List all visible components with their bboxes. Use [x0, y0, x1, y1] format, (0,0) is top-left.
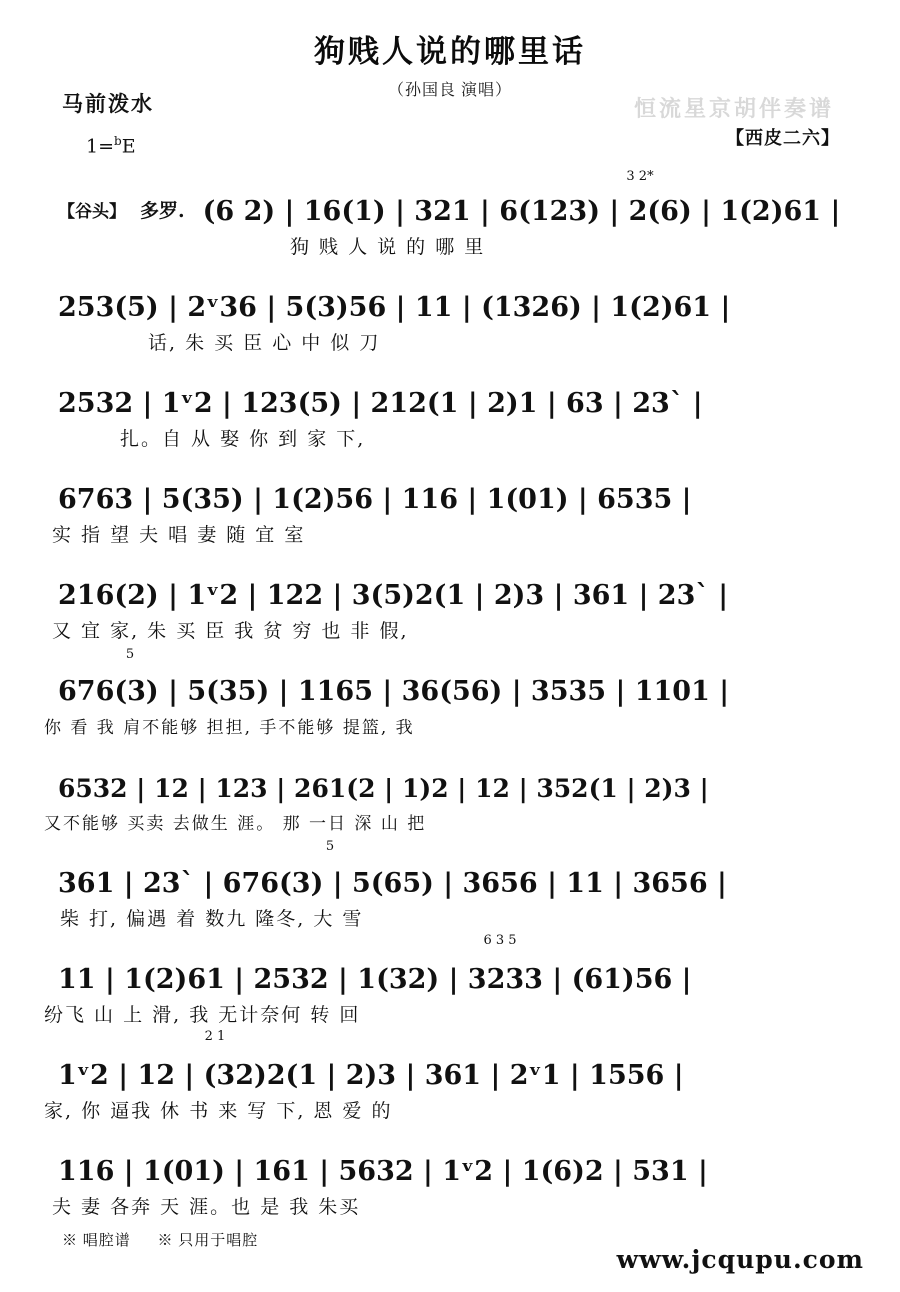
notation-text: 676(3) | 5(35) | 1165 | 36(56) | 3535 | 1101 | [58, 675, 730, 707]
lyric-text: 扎。自 从 娶 你 到 家 下, [120, 427, 366, 450]
music-body [0, 169, 900, 1230]
notation-line [0, 270, 900, 322]
intro-label: 【谷头】 [58, 202, 126, 223]
lyric-line [0, 900, 900, 934]
lyric-text: 又不能够 买卖 去做生 涯。 那 一日 深 山 把 [44, 813, 427, 834]
system-row [0, 647, 900, 750]
lyric-line [0, 708, 900, 742]
system-row [0, 366, 900, 462]
lyric-text: 家, 你 逼我 休 书 来 写 下, 恩 爱 的 [44, 1099, 393, 1122]
sheet-music-page [0, 26, 900, 1292]
ornament-marks: 5 [125, 647, 135, 662]
lyric-line [0, 612, 900, 646]
system-row [0, 1029, 900, 1134]
performer-credit: （孙国良 演唱） [387, 82, 512, 99]
notation-line [0, 462, 900, 514]
notation-text: 216(2) | 1ᵛ2 | 122 | 3(5)2(1 | 2)3 | 361 | 23` | [58, 579, 729, 611]
system-row [0, 169, 900, 270]
key-signature-flat: b [114, 134, 122, 148]
ornament-marks: 5 [325, 839, 335, 854]
notation-text: 253(5) | 2ᵛ36 | 5(3)56 | 11 | (1326) | 1(2)61 | [58, 291, 731, 323]
notation-line [0, 839, 900, 899]
notation-text: (6 2) | 16(1) | 321 | 6(123) | 2(6) | 1(2)61 | [202, 195, 841, 227]
banshi-label: 【西皮二六】 [726, 128, 840, 148]
watermark-top: 恒流星京胡伴奏谱 [633, 96, 834, 121]
page-title: 狗贱人说的哪里话 [314, 34, 586, 70]
lyric-text: 实 指 望 夫 唱 妻 随 宜 室 [52, 523, 306, 546]
notation-line [0, 647, 900, 707]
lyric-line [0, 420, 900, 454]
notation-text: 6763 | 5(35) | 1(2)56 | 116 | 1(01) | 6535 | [58, 483, 692, 515]
lyric-line [0, 804, 900, 838]
lyric-line [0, 228, 900, 262]
key-signature-prefix: 1= [86, 135, 115, 158]
key-signature [86, 134, 136, 157]
lyric-text: 夫 妻 各奔 天 涯。也 是 我 朱买 [52, 1195, 361, 1218]
system-row [0, 750, 900, 846]
notation-line [0, 933, 900, 995]
system-row [0, 933, 900, 1038]
ornament-marks: 3 2* [626, 169, 654, 184]
lyric-text: 柴 打, 偏遇 着 数九 隆冬, 大 雪 [60, 907, 364, 930]
lyric-text: 狗 贱 人 说 的 哪 里 [290, 235, 486, 258]
ornament-marks: 6 3 5 [483, 933, 517, 948]
lyric-text: 纷飞 山 上 滑, 我 无计奈何 转 回 [44, 1003, 361, 1026]
footnotes [62, 1229, 280, 1250]
notation-line [0, 1029, 900, 1091]
lyric-line [0, 996, 900, 1030]
system-row [0, 270, 900, 366]
lyric-line [0, 324, 900, 358]
lyric-text: 又 宜 家, 朱 买 臣 我 贫 穷 也 非 假, [52, 619, 409, 642]
notation-line [0, 366, 900, 418]
notation-text: 1ᵛ2 | 12 | (32)2(1 | 2)3 | 361 | 2ᵛ1 | 1556 | [58, 1059, 684, 1091]
lyric-line [0, 1188, 900, 1222]
lyric-text: 话, 朱 买 臣 心 中 似 刀 [148, 331, 381, 354]
notation-text: 116 | 1(01) | 161 | 5632 | 1ᵛ2 | 1(6)2 | 531 | [58, 1155, 708, 1187]
lyric-text: 你 看 我 肩不能够 担担, 手不能够 提篮, 我 [44, 717, 415, 738]
system-row [0, 462, 900, 558]
opera-name: 马前泼水 [62, 92, 154, 116]
notation-line [0, 750, 900, 802]
system-row [0, 839, 900, 942]
notation-text: 6532 | 12 | 123 | 261(2 | 1)2 | 12 | 352(1 | 2)3 | [58, 773, 709, 803]
notation-text: 11 | 1(2)61 | 2532 | 1(32) | 3233 | (61)56 | [58, 963, 692, 995]
intro-text: 多罗. [140, 200, 185, 223]
footnote-item: ※ 只用于唱腔 [157, 1233, 259, 1249]
notation-text: 2532 | 1ᵛ2 | 123(5) | 212(1 | 2)1 | 63 | 23` | [58, 387, 703, 419]
lyric-line [0, 1092, 900, 1126]
notation-line [0, 169, 900, 227]
system-row [0, 1134, 900, 1230]
watermark-bottom: www.jcqupu.com [616, 1245, 864, 1274]
notation-line [0, 558, 900, 610]
lyric-line [0, 516, 900, 550]
notation-text: 361 | 23` | 676(3) | 5(65) | 3656 | 11 | 3656 | [58, 867, 727, 899]
notation-line [0, 1134, 900, 1186]
ornament-marks: 2 1 [204, 1029, 226, 1044]
key-signature-note: E [121, 135, 136, 158]
footnote-item: ※ 唱腔谱 [62, 1233, 131, 1249]
system-row [0, 558, 900, 654]
